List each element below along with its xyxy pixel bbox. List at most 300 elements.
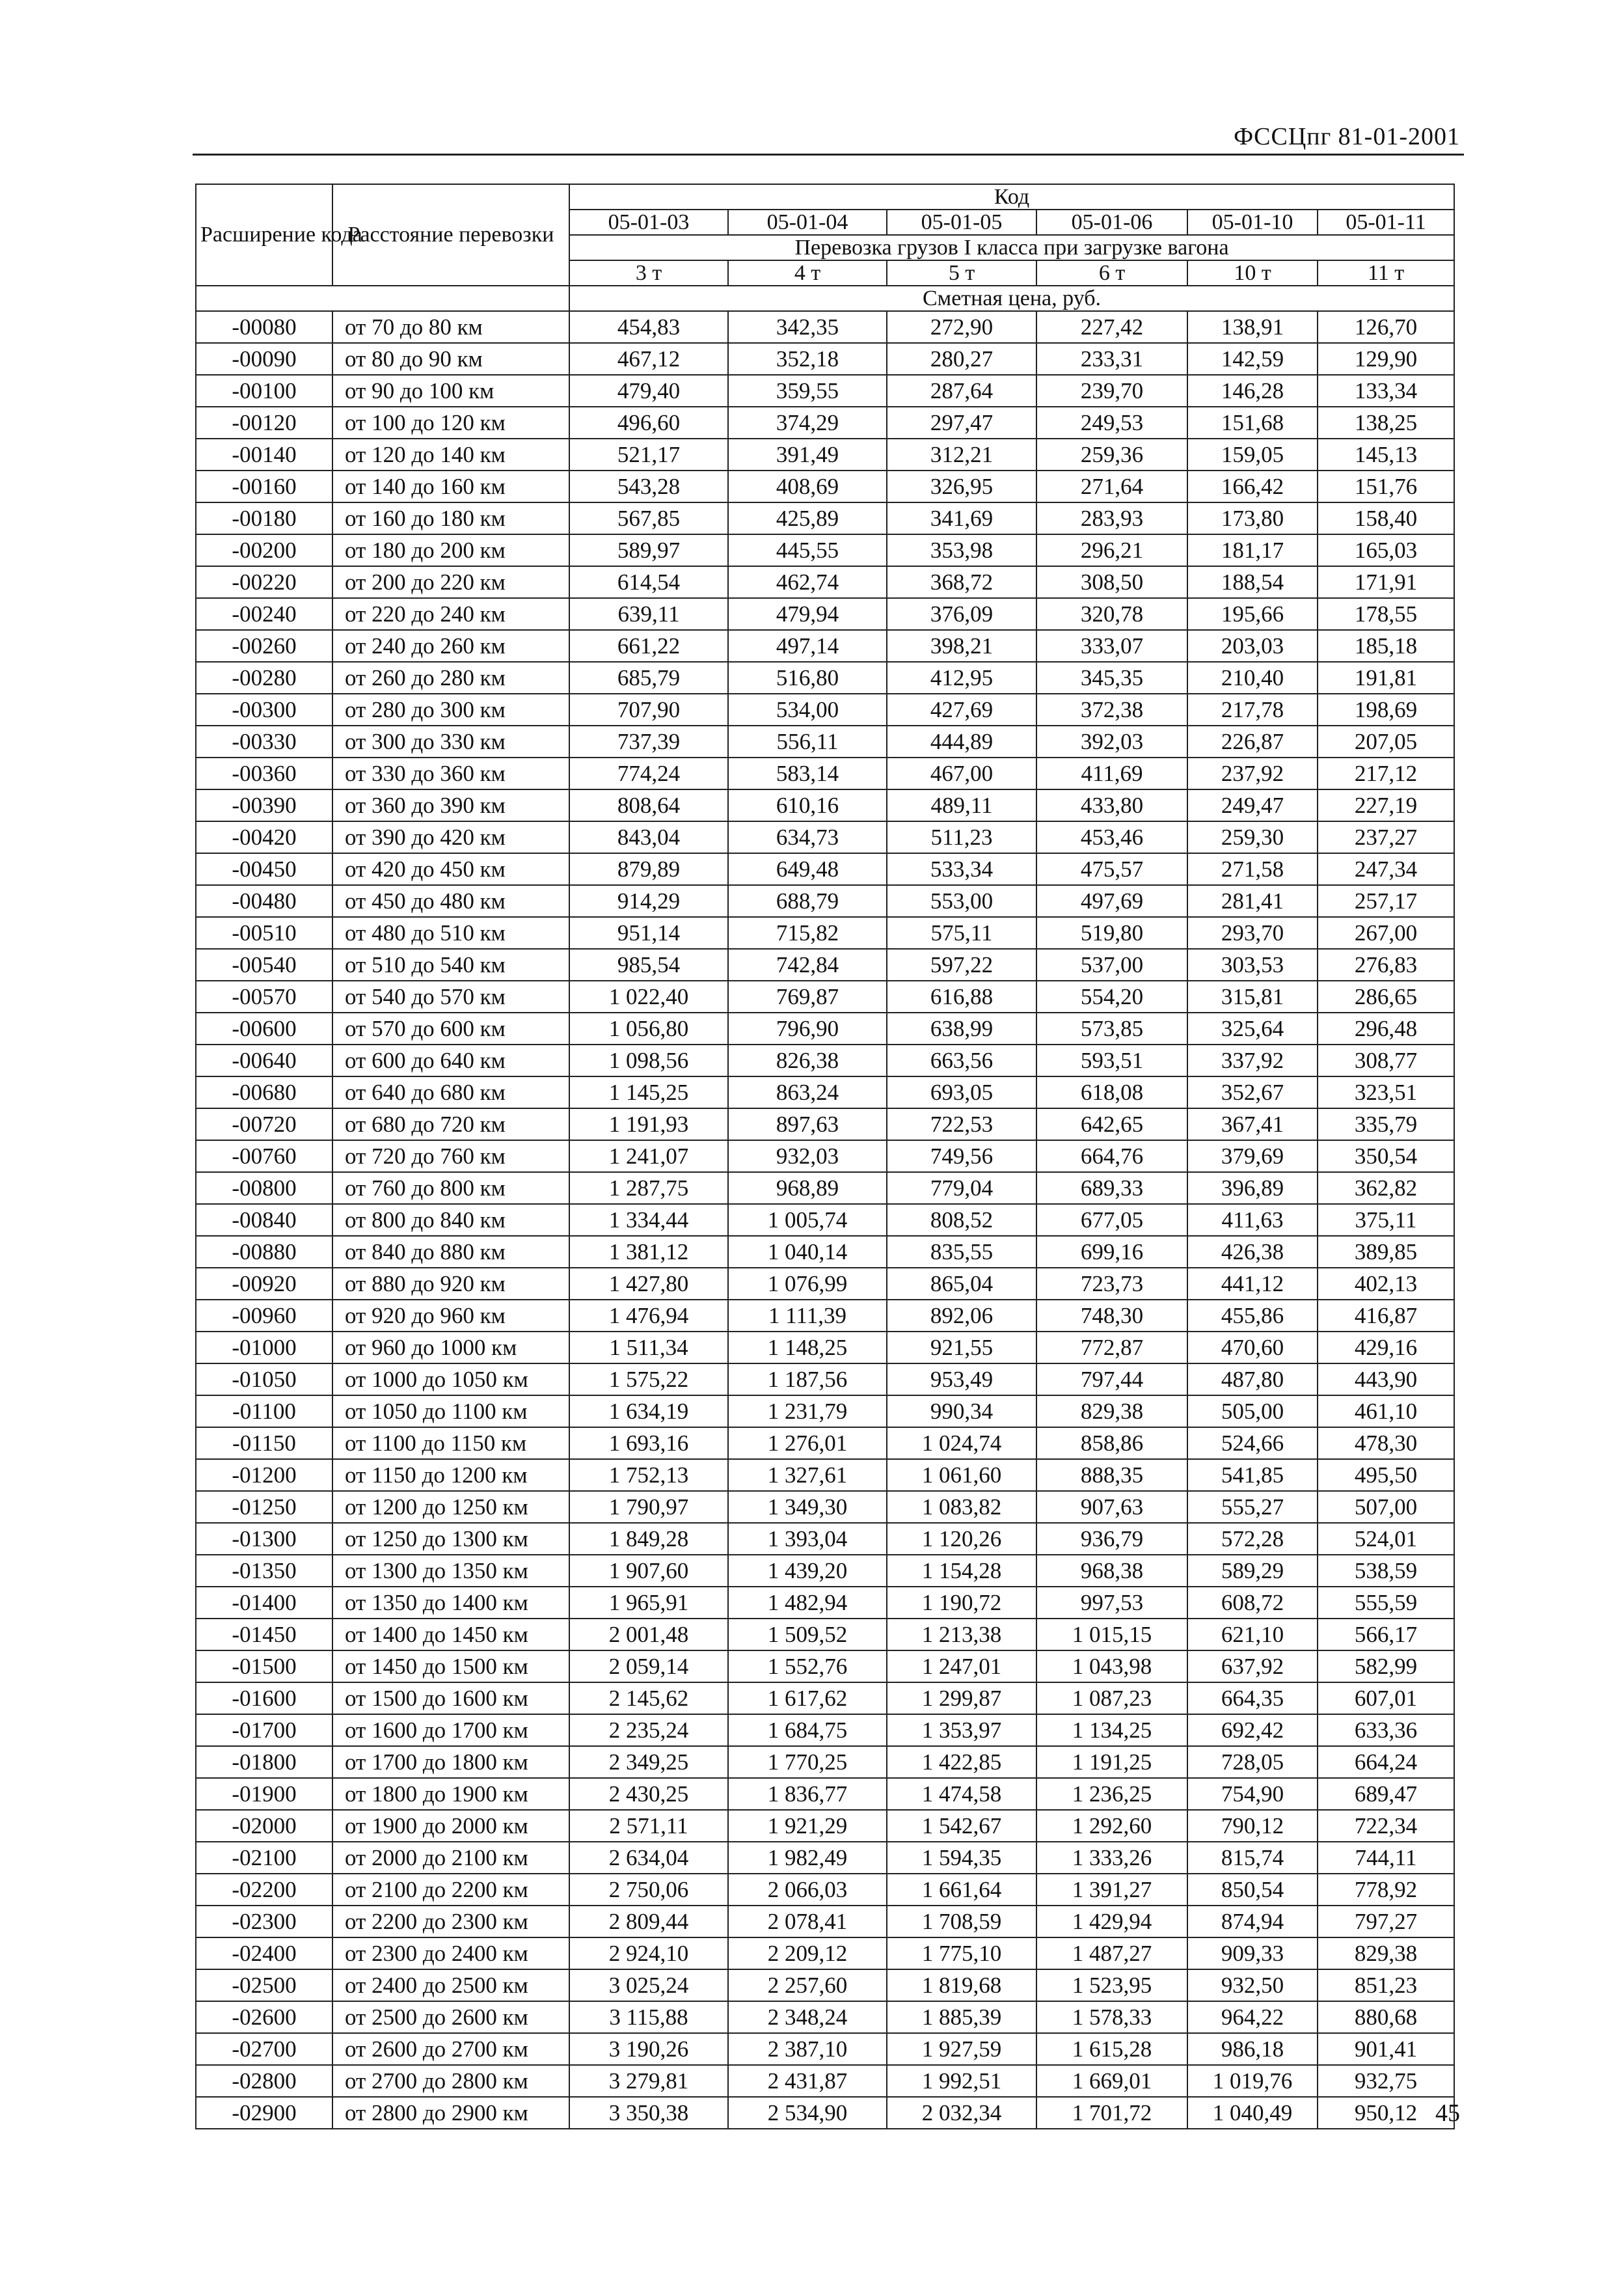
- price-cell: 3 115,88: [569, 2001, 728, 2033]
- price-cell: 392,03: [1036, 726, 1187, 758]
- price-cell: 664,24: [1318, 1746, 1454, 1778]
- distance-cell: от 1150 до 1200 км: [332, 1459, 569, 1491]
- price-cell: 1 391,27: [1036, 1874, 1187, 1906]
- code-extension-cell: -00120: [196, 407, 332, 439]
- price-cell: 677,05: [1036, 1204, 1187, 1236]
- distance-cell: от 180 до 200 км: [332, 534, 569, 566]
- price-cell: 1 145,25: [569, 1076, 728, 1108]
- code-extension-cell: -00760: [196, 1140, 332, 1172]
- price-cell: 1 617,62: [728, 1682, 887, 1714]
- code-extension-cell: -00160: [196, 471, 332, 502]
- price-cell: 462,74: [728, 566, 887, 598]
- price-cell: 345,35: [1036, 662, 1187, 694]
- price-cell: 320,78: [1036, 598, 1187, 630]
- distance-cell: от 1100 до 1150 км: [332, 1427, 569, 1459]
- price-cell: 808,52: [887, 1204, 1036, 1236]
- price-cell: 880,68: [1318, 2001, 1454, 2033]
- price-cell: 191,81: [1318, 662, 1454, 694]
- price-cell: 663,56: [887, 1045, 1036, 1076]
- table-row: [196, 343, 1454, 375]
- code-extension-cell: -00090: [196, 343, 332, 375]
- table-row: [196, 598, 1454, 630]
- price-cell: 1 019,76: [1187, 2065, 1318, 2097]
- price-cell: 444,89: [887, 726, 1036, 758]
- table-row: [196, 407, 1454, 439]
- code-header: 05-01-11: [1318, 210, 1454, 235]
- price-cell: 953,49: [887, 1363, 1036, 1395]
- price-cell: 1 921,29: [728, 1810, 887, 1842]
- price-cell: 932,03: [728, 1140, 887, 1172]
- price-cell: 426,38: [1187, 1236, 1318, 1268]
- price-cell: 272,90: [887, 311, 1036, 343]
- price-cell: 429,16: [1318, 1332, 1454, 1363]
- price-cell: 521,17: [569, 439, 728, 471]
- price-cell: 1 148,25: [728, 1332, 887, 1363]
- distance-cell: от 2800 до 2900 км: [332, 2097, 569, 2129]
- price-cell: 907,63: [1036, 1491, 1187, 1523]
- price-cell: 142,59: [1187, 343, 1318, 375]
- price-cell: 1 752,13: [569, 1459, 728, 1491]
- table-row: [196, 311, 1454, 343]
- price-cell: 742,84: [728, 949, 887, 981]
- price-cell: 1 552,76: [728, 1650, 887, 1682]
- code-extension-cell: -00420: [196, 821, 332, 853]
- price-cell: 914,29: [569, 885, 728, 917]
- distance-cell: от 510 до 540 км: [332, 949, 569, 981]
- price-cell: 778,92: [1318, 1874, 1454, 1906]
- price-cell: 932,75: [1318, 2065, 1454, 2097]
- price-cell: 1 076,99: [728, 1268, 887, 1300]
- price-cell: 237,92: [1187, 758, 1318, 789]
- price-cell: 257,17: [1318, 885, 1454, 917]
- price-cell: 541,85: [1187, 1459, 1318, 1491]
- table-row: [196, 1172, 1454, 1204]
- price-cell: 296,48: [1318, 1013, 1454, 1045]
- price-cell: 145,13: [1318, 439, 1454, 471]
- price-cell: 1 693,16: [569, 1427, 728, 1459]
- price-cell: 1 474,58: [887, 1778, 1036, 1810]
- distance-cell: от 100 до 120 км: [332, 407, 569, 439]
- price-cell: 897,63: [728, 1108, 887, 1140]
- table-row: [196, 1969, 1454, 2001]
- price-cell: 1 381,12: [569, 1236, 728, 1268]
- distance-cell: от 280 до 300 км: [332, 694, 569, 726]
- distance-cell: от 1800 до 1900 км: [332, 1778, 569, 1810]
- table-row: [196, 1650, 1454, 1682]
- table-row: [196, 502, 1454, 534]
- price-cell: 2 032,34: [887, 2097, 1036, 2129]
- distance-cell: от 2600 до 2700 км: [332, 2033, 569, 2065]
- price-cell: 2 235,24: [569, 1714, 728, 1746]
- price-cell: 614,54: [569, 566, 728, 598]
- price-cell: 797,44: [1036, 1363, 1187, 1395]
- distance-cell: от 1200 до 1250 км: [332, 1491, 569, 1523]
- price-cell: 1 427,80: [569, 1268, 728, 1300]
- table-row: [196, 1491, 1454, 1523]
- price-cell: 728,05: [1187, 1746, 1318, 1778]
- col-header-distance: Расстояние перевозки: [332, 184, 569, 286]
- distance-cell: от 1700 до 1800 км: [332, 1746, 569, 1778]
- price-cell: 2 430,25: [569, 1778, 728, 1810]
- load-header: 6 т: [1036, 260, 1187, 286]
- code-extension-cell: -02000: [196, 1810, 332, 1842]
- price-cell: 829,38: [1318, 1937, 1454, 1969]
- code-extension-cell: -01700: [196, 1714, 332, 1746]
- price-cell: 412,95: [887, 662, 1036, 694]
- distance-cell: от 1600 до 1700 км: [332, 1714, 569, 1746]
- price-cell: 293,70: [1187, 917, 1318, 949]
- price-cell: 479,94: [728, 598, 887, 630]
- code-extension-cell: -00280: [196, 662, 332, 694]
- price-cell: 888,35: [1036, 1459, 1187, 1491]
- price-cell: 323,51: [1318, 1076, 1454, 1108]
- distance-cell: от 720 до 760 км: [332, 1140, 569, 1172]
- price-cell: 203,03: [1187, 630, 1318, 662]
- price-cell: 537,00: [1036, 949, 1187, 981]
- price-cell: 826,38: [728, 1045, 887, 1076]
- table-row: [196, 1395, 1454, 1427]
- price-cell: 722,53: [887, 1108, 1036, 1140]
- col-group-code: Код: [569, 184, 1454, 210]
- price-cell: 1 907,60: [569, 1555, 728, 1587]
- table-row: [196, 1874, 1454, 1906]
- price-cell: 239,70: [1036, 375, 1187, 407]
- price-cell: 237,27: [1318, 821, 1454, 853]
- code-extension-cell: -02900: [196, 2097, 332, 2129]
- code-extension-cell: -00600: [196, 1013, 332, 1045]
- price-cell: 217,78: [1187, 694, 1318, 726]
- price-cell: 538,59: [1318, 1555, 1454, 1587]
- price-cell: 470,60: [1187, 1332, 1318, 1363]
- price-cell: 879,89: [569, 853, 728, 885]
- price-cell: 964,22: [1187, 2001, 1318, 2033]
- price-cell: 497,69: [1036, 885, 1187, 917]
- distance-cell: от 70 до 80 км: [332, 311, 569, 343]
- code-extension-cell: -00140: [196, 439, 332, 471]
- table-row: [196, 439, 1454, 471]
- code-extension-cell: -00100: [196, 375, 332, 407]
- price-cell: 359,55: [728, 375, 887, 407]
- price-cell: 772,87: [1036, 1332, 1187, 1363]
- price-cell: 1 429,94: [1036, 1906, 1187, 1937]
- price-cell: 685,79: [569, 662, 728, 694]
- price-cell: 352,18: [728, 343, 887, 375]
- table-row: [196, 566, 1454, 598]
- price-cell: 326,95: [887, 471, 1036, 502]
- price-cell: 178,55: [1318, 598, 1454, 630]
- price-cell: 808,64: [569, 789, 728, 821]
- price-cell: 2 431,87: [728, 2065, 887, 2097]
- price-cell: 1 849,28: [569, 1523, 728, 1555]
- price-cell: 1 684,75: [728, 1714, 887, 1746]
- price-cell: 497,14: [728, 630, 887, 662]
- distance-cell: от 240 до 260 км: [332, 630, 569, 662]
- price-cell: 642,65: [1036, 1108, 1187, 1140]
- price-cell: 555,59: [1318, 1587, 1454, 1619]
- table-row: [196, 534, 1454, 566]
- price-cell: 1 087,23: [1036, 1682, 1187, 1714]
- price-cell: 858,86: [1036, 1427, 1187, 1459]
- table-subtitle: Перевозка грузов I класса при загрузке вагона: [569, 235, 1454, 260]
- price-cell: 2 257,60: [728, 1969, 887, 2001]
- code-extension-cell: -00260: [196, 630, 332, 662]
- price-cell: 467,00: [887, 758, 1036, 789]
- price-cell: 1 509,52: [728, 1619, 887, 1650]
- price-cell: 1 422,85: [887, 1746, 1036, 1778]
- price-cell: 639,11: [569, 598, 728, 630]
- distance-cell: от 330 до 360 км: [332, 758, 569, 789]
- price-cell: 1 187,56: [728, 1363, 887, 1395]
- price-cell: 797,27: [1318, 1906, 1454, 1937]
- price-cell: 1 040,14: [728, 1236, 887, 1268]
- load-header: 10 т: [1187, 260, 1318, 286]
- price-cell: 1 247,01: [887, 1650, 1036, 1682]
- price-cell: 303,53: [1187, 949, 1318, 981]
- price-cell: 1 487,27: [1036, 1937, 1187, 1969]
- price-cell: 271,58: [1187, 853, 1318, 885]
- price-cell: 2 571,11: [569, 1810, 728, 1842]
- code-extension-cell: -01800: [196, 1746, 332, 1778]
- table-header: [196, 184, 1454, 311]
- price-cell: 707,90: [569, 694, 728, 726]
- price-cell: 573,85: [1036, 1013, 1187, 1045]
- distance-cell: от 2400 до 2500 км: [332, 1969, 569, 2001]
- code-extension-cell: -02200: [196, 1874, 332, 1906]
- price-cell: 2 924,10: [569, 1937, 728, 1969]
- price-cell: 3 279,81: [569, 2065, 728, 2097]
- table-row: [196, 662, 1454, 694]
- price-cell: 616,88: [887, 981, 1036, 1013]
- table-row: [196, 758, 1454, 789]
- price-cell: 376,09: [887, 598, 1036, 630]
- code-extension-cell: -00680: [196, 1076, 332, 1108]
- price-cell: 1 708,59: [887, 1906, 1036, 1937]
- distance-cell: от 260 до 280 км: [332, 662, 569, 694]
- price-cell: 2 750,06: [569, 1874, 728, 1906]
- table-row: [196, 2065, 1454, 2097]
- table-row: [196, 2033, 1454, 2065]
- code-extension-cell: -00300: [196, 694, 332, 726]
- code-extension-cell: -00220: [196, 566, 332, 598]
- load-header: 4 т: [728, 260, 887, 286]
- table-row: [196, 981, 1454, 1013]
- code-extension-cell: -01350: [196, 1555, 332, 1587]
- distance-cell: от 2700 до 2800 км: [332, 2065, 569, 2097]
- price-cell: 2 809,44: [569, 1906, 728, 1937]
- code-extension-cell: -01000: [196, 1332, 332, 1363]
- distance-cell: от 390 до 420 км: [332, 821, 569, 853]
- distance-cell: от 1300 до 1350 км: [332, 1555, 569, 1587]
- price-cell: 1 005,74: [728, 1204, 887, 1236]
- table-row: [196, 885, 1454, 917]
- price-cell: 1 836,77: [728, 1778, 887, 1810]
- price-cell: 1 276,01: [728, 1427, 887, 1459]
- price-cell: 511,23: [887, 821, 1036, 853]
- price-cell: 372,38: [1036, 694, 1187, 726]
- price-cell: 233,31: [1036, 343, 1187, 375]
- distance-cell: от 420 до 450 км: [332, 853, 569, 885]
- price-cell: 1 349,30: [728, 1491, 887, 1523]
- price-cell: 533,34: [887, 853, 1036, 885]
- price-cell: 593,51: [1036, 1045, 1187, 1076]
- distance-cell: от 1350 до 1400 км: [332, 1587, 569, 1619]
- code-extension-cell: -00800: [196, 1172, 332, 1204]
- price-cell: 1 287,75: [569, 1172, 728, 1204]
- price-cell: 2 209,12: [728, 1937, 887, 1969]
- price-cell: 519,80: [1036, 917, 1187, 949]
- price-cell: 3 350,38: [569, 2097, 728, 2129]
- header-rule: [193, 154, 1464, 156]
- load-header: 11 т: [1318, 260, 1454, 286]
- price-cell: 715,82: [728, 917, 887, 949]
- price-cell: 950,12: [1318, 2097, 1454, 2129]
- table-row: [196, 630, 1454, 662]
- price-cell: 455,86: [1187, 1300, 1318, 1332]
- distance-cell: от 220 до 240 км: [332, 598, 569, 630]
- table-row: [196, 1619, 1454, 1650]
- price-cell: 188,54: [1187, 566, 1318, 598]
- price-cell: 138,25: [1318, 407, 1454, 439]
- price-cell: 661,22: [569, 630, 728, 662]
- code-extension-cell: -01050: [196, 1363, 332, 1395]
- price-cell: 312,21: [887, 439, 1036, 471]
- distance-cell: от 680 до 720 км: [332, 1108, 569, 1140]
- table-row: [196, 1746, 1454, 1778]
- price-cell: 1 061,60: [887, 1459, 1036, 1491]
- price-cell: 555,27: [1187, 1491, 1318, 1523]
- price-cell: 524,01: [1318, 1523, 1454, 1555]
- code-extension-cell: -00880: [196, 1236, 332, 1268]
- table-row: [196, 853, 1454, 885]
- distance-cell: от 840 до 880 км: [332, 1236, 569, 1268]
- price-cell: 171,91: [1318, 566, 1454, 598]
- price-cell: 689,47: [1318, 1778, 1454, 1810]
- price-cell: 416,87: [1318, 1300, 1454, 1332]
- code-extension-cell: -00720: [196, 1108, 332, 1140]
- price-cell: 608,72: [1187, 1587, 1318, 1619]
- distance-cell: от 760 до 800 км: [332, 1172, 569, 1204]
- document-code: ФССЦпг 81-01-2001: [1234, 123, 1460, 150]
- price-cell: 1 022,40: [569, 981, 728, 1013]
- price-cell: 589,97: [569, 534, 728, 566]
- price-cell: 461,10: [1318, 1395, 1454, 1427]
- code-extension-cell: -00640: [196, 1045, 332, 1076]
- price-cell: 1 134,25: [1036, 1714, 1187, 1746]
- distance-cell: от 160 до 180 км: [332, 502, 569, 534]
- code-extension-cell: -02700: [196, 2033, 332, 2065]
- price-cell: 185,18: [1318, 630, 1454, 662]
- price-cell: 350,54: [1318, 1140, 1454, 1172]
- price-cell: 453,46: [1036, 821, 1187, 853]
- price-cell: 352,67: [1187, 1076, 1318, 1108]
- price-cell: 271,64: [1036, 471, 1187, 502]
- code-extension-cell: -02400: [196, 1937, 332, 1969]
- price-cell: 1 965,91: [569, 1587, 728, 1619]
- price-cell: 1 775,10: [887, 1937, 1036, 1969]
- price-cell: 968,89: [728, 1172, 887, 1204]
- code-extension-cell: -01500: [196, 1650, 332, 1682]
- price-cell: 1 511,34: [569, 1332, 728, 1363]
- price-cell: 2 145,62: [569, 1682, 728, 1714]
- price-cell: 427,69: [887, 694, 1036, 726]
- price-cell: 1 327,61: [728, 1459, 887, 1491]
- price-cell: 408,69: [728, 471, 887, 502]
- table-row: [196, 471, 1454, 502]
- table-row: [196, 1076, 1454, 1108]
- code-extension-cell: -01100: [196, 1395, 332, 1427]
- price-cell: 985,54: [569, 949, 728, 981]
- price-cell: 737,39: [569, 726, 728, 758]
- price-cell: 1 213,38: [887, 1619, 1036, 1650]
- price-cell: 664,35: [1187, 1682, 1318, 1714]
- price-cell: 454,83: [569, 311, 728, 343]
- table-row: [196, 789, 1454, 821]
- price-cell: 1 024,74: [887, 1427, 1036, 1459]
- price-cell: 129,90: [1318, 343, 1454, 375]
- price-cell: 769,87: [728, 981, 887, 1013]
- price-cell: 1 885,39: [887, 2001, 1036, 2033]
- code-extension-cell: -02600: [196, 2001, 332, 2033]
- price-cell: 566,17: [1318, 1619, 1454, 1650]
- table-row: [196, 1937, 1454, 1969]
- price-cell: 335,79: [1318, 1108, 1454, 1140]
- price-cell: 287,64: [887, 375, 1036, 407]
- page-number: 45: [1435, 2099, 1460, 2127]
- table-row: [196, 1204, 1454, 1236]
- price-cell: 207,05: [1318, 726, 1454, 758]
- price-cell: 297,47: [887, 407, 1036, 439]
- distance-cell: от 360 до 390 км: [332, 789, 569, 821]
- distance-cell: от 2000 до 2100 км: [332, 1842, 569, 1874]
- price-cell: 367,41: [1187, 1108, 1318, 1140]
- price-cell: 572,28: [1187, 1523, 1318, 1555]
- price-cell: 2 534,90: [728, 2097, 887, 2129]
- code-extension-cell: -02800: [196, 2065, 332, 2097]
- price-cell: 1 439,20: [728, 1555, 887, 1587]
- price-cell: 633,36: [1318, 1714, 1454, 1746]
- price-cell: 815,74: [1187, 1842, 1318, 1874]
- code-extension-cell: -01200: [196, 1459, 332, 1491]
- table-row: [196, 1045, 1454, 1076]
- price-cell: 308,77: [1318, 1045, 1454, 1076]
- price-cell: 2 001,48: [569, 1619, 728, 1650]
- price-cell: 1 333,26: [1036, 1842, 1187, 1874]
- price-cell: 553,00: [887, 885, 1036, 917]
- price-cell: 226,87: [1187, 726, 1318, 758]
- price-cell: 1 770,25: [728, 1746, 887, 1778]
- table-row: [196, 375, 1454, 407]
- distance-cell: от 960 до 1000 км: [332, 1332, 569, 1363]
- code-extension-cell: -00390: [196, 789, 332, 821]
- price-cell: 649,48: [728, 853, 887, 885]
- price-cell: 2 634,04: [569, 1842, 728, 1874]
- code-extension-cell: -00180: [196, 502, 332, 534]
- price-cell: 505,00: [1187, 1395, 1318, 1427]
- price-cell: 843,04: [569, 821, 728, 853]
- price-cell: 692,42: [1187, 1714, 1318, 1746]
- price-cell: 1 578,33: [1036, 2001, 1187, 2033]
- table-row: [196, 694, 1454, 726]
- code-extension-cell: -00450: [196, 853, 332, 885]
- price-cell: 829,38: [1036, 1395, 1187, 1427]
- table-row: [196, 1555, 1454, 1587]
- code-extension-cell: -00200: [196, 534, 332, 566]
- price-cell: 151,76: [1318, 471, 1454, 502]
- price-cell: 495,50: [1318, 1459, 1454, 1491]
- table-row: [196, 726, 1454, 758]
- price-cell: 575,11: [887, 917, 1036, 949]
- price-cell: 1 819,68: [887, 1969, 1036, 2001]
